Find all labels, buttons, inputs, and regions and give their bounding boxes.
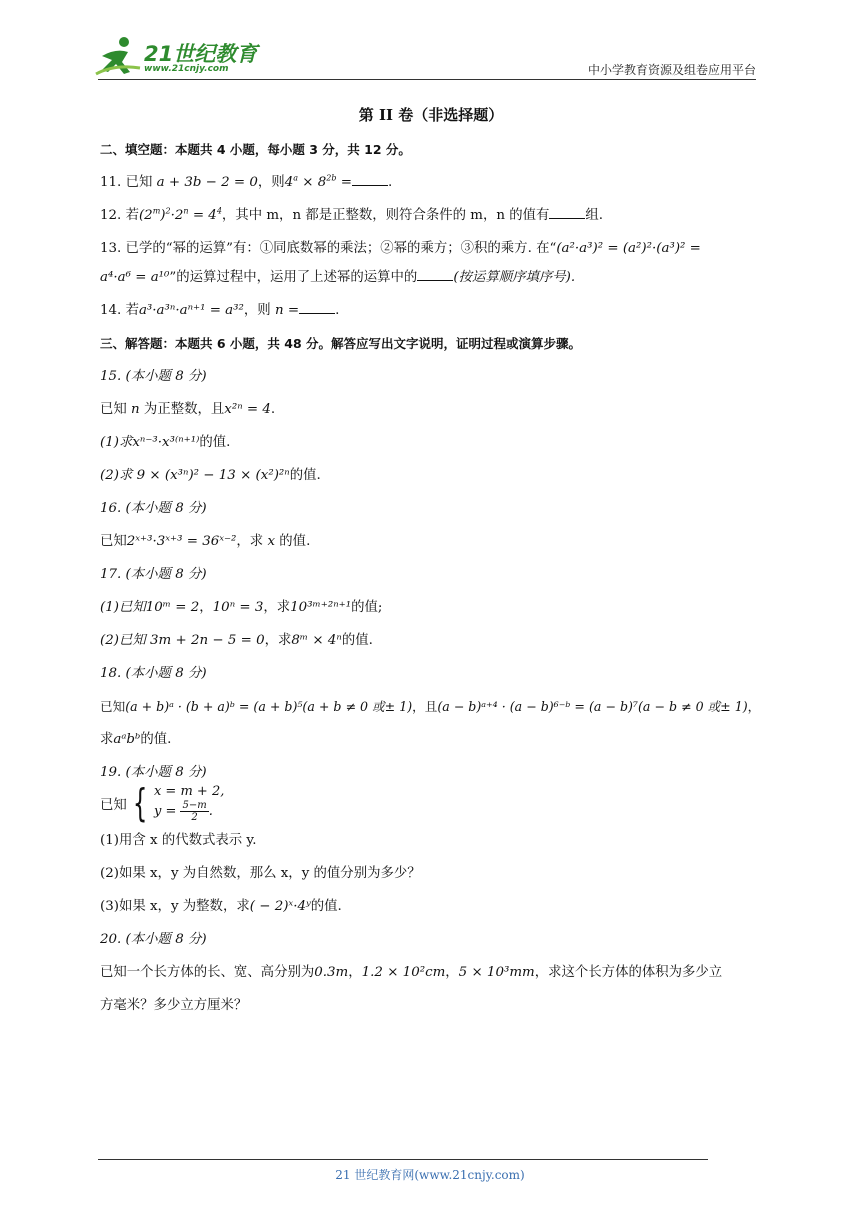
question-13-line2: a⁴·a⁶ = a¹⁰”的运算过程中，运用了上述幂的运算中的 (按运算顺序填序号). <box>100 270 576 285</box>
logo-text: 21世纪教育 <box>144 42 258 66</box>
question-18-ask: 求aᵃbᵇ的值. <box>100 732 172 747</box>
question-16-head: 16. (本小题 8 分) <box>100 501 207 516</box>
question-18-given: 已知(a + b)ᵃ · (b + a)ᵇ = (a + b)⁵(a + b ≠ 0 或± 1)，且(a − b)ᵃ⁺⁴ · (a − b)⁶⁻ᵇ = (a − b)⁷(a − b ≠ 0 或± 1)， <box>100 699 761 714</box>
exam-content <box>100 104 762 1016</box>
platform-name: 中小学教育资源及组卷应用平台 <box>587 63 756 77</box>
question-15-part2: (2)求 9 × (x³ⁿ)² − 13 × (x²)²ⁿ的值. <box>100 468 321 483</box>
footer-link[interactable]: 21 世纪教育网(www.21cnjy.com) <box>335 1168 525 1182</box>
question-15-part1: (1)求xⁿ⁻³·x³⁽ⁿ⁺¹⁾的值. <box>100 435 231 450</box>
page-title: 第 II 卷（非选择题） <box>358 106 504 124</box>
question-16-body: 已知2ˣ⁺³·3ˣ⁺³ = 36ˣ⁻²，求 x 的值. <box>100 534 311 549</box>
question-17-part1: (1)已知10ᵐ = 2，10ⁿ = 3，求10³ᵐ⁺²ⁿ⁺¹的值; <box>100 600 383 615</box>
answer-blank <box>352 173 388 186</box>
question-15-head: 15. (本小题 8 分) <box>100 369 207 384</box>
question-19-part2: (2)如果 x，y 为自然数，那么 x，y 的值分别为多少？ <box>100 866 421 881</box>
question-15-given: 已知 n 为正整数，且x²ⁿ = 4. <box>100 402 276 417</box>
question-20-line2: 方毫米？多少立方厘米？ <box>100 998 248 1013</box>
answer-blank <box>417 268 453 281</box>
question-19-head: 19. (本小题 8 分) <box>100 765 207 780</box>
answer-blank <box>549 206 585 219</box>
runner-logo-icon <box>94 34 142 78</box>
question-11: 11. 已知 a + 3b − 2 = 0，则$4^a \times 8^{2b}$ = . <box>100 173 393 190</box>
question-19-part1: (1)用含 x 的代数式表示 y. <box>100 833 257 848</box>
section-fill-in: 二、填空题：本题共 4 小题，每小题 3 分，共 12 分。 <box>100 142 411 157</box>
header-divider <box>98 79 756 80</box>
question-13-line1: 13. 已学的“幂的运算”有：①同底数幂的乘法；②幂的乘方；③积的乘方. 在“(a²·a³)² = (a²)²·(a³)² = <box>100 241 701 256</box>
answer-blank <box>299 301 335 314</box>
question-19-part3: (3)如果 x，y 为整数，求( − 2)ˣ·4ʸ的值. <box>100 899 342 914</box>
question-17-part2: (2)已知 3m + 2n − 5 = 0，求8ᵐ × 4ⁿ的值. <box>100 633 373 648</box>
brace-icon: { <box>132 781 148 825</box>
section-solve: 三、解答题：本题共 6 小题，共 48 分。解答应写出文字说明，证明过程或演算步骤。 <box>100 336 582 351</box>
logo-url: www.21cnjy.com <box>144 64 229 74</box>
question-20-head: 20. (本小题 8 分) <box>100 932 207 947</box>
question-14: 14. 若a³·a³ⁿ·aⁿ⁺¹ = a³²，则 n = . <box>100 303 340 318</box>
question-12: 12. 若$(2^m)^2\cdot 2^n = 4^4$，其中 m，n 都是正整数，则符合条件的 m，n 的值有 组. <box>100 206 604 223</box>
footer-divider <box>98 1159 708 1160</box>
question-17-head: 17. (本小题 8 分) <box>100 567 207 582</box>
question-18-head: 18. (本小题 8 分) <box>100 666 207 681</box>
logo <box>94 34 264 78</box>
question-19-system: 已知 { x = m + 2, y = $\frac{5-m}{2}$ . <box>100 781 225 825</box>
question-20-line1: 已知一个长方体的长、宽、高分别为0.3m，1.2 × 10²cm，5 × 10³mm，求这个长方体的体积为多少立 <box>100 965 723 980</box>
